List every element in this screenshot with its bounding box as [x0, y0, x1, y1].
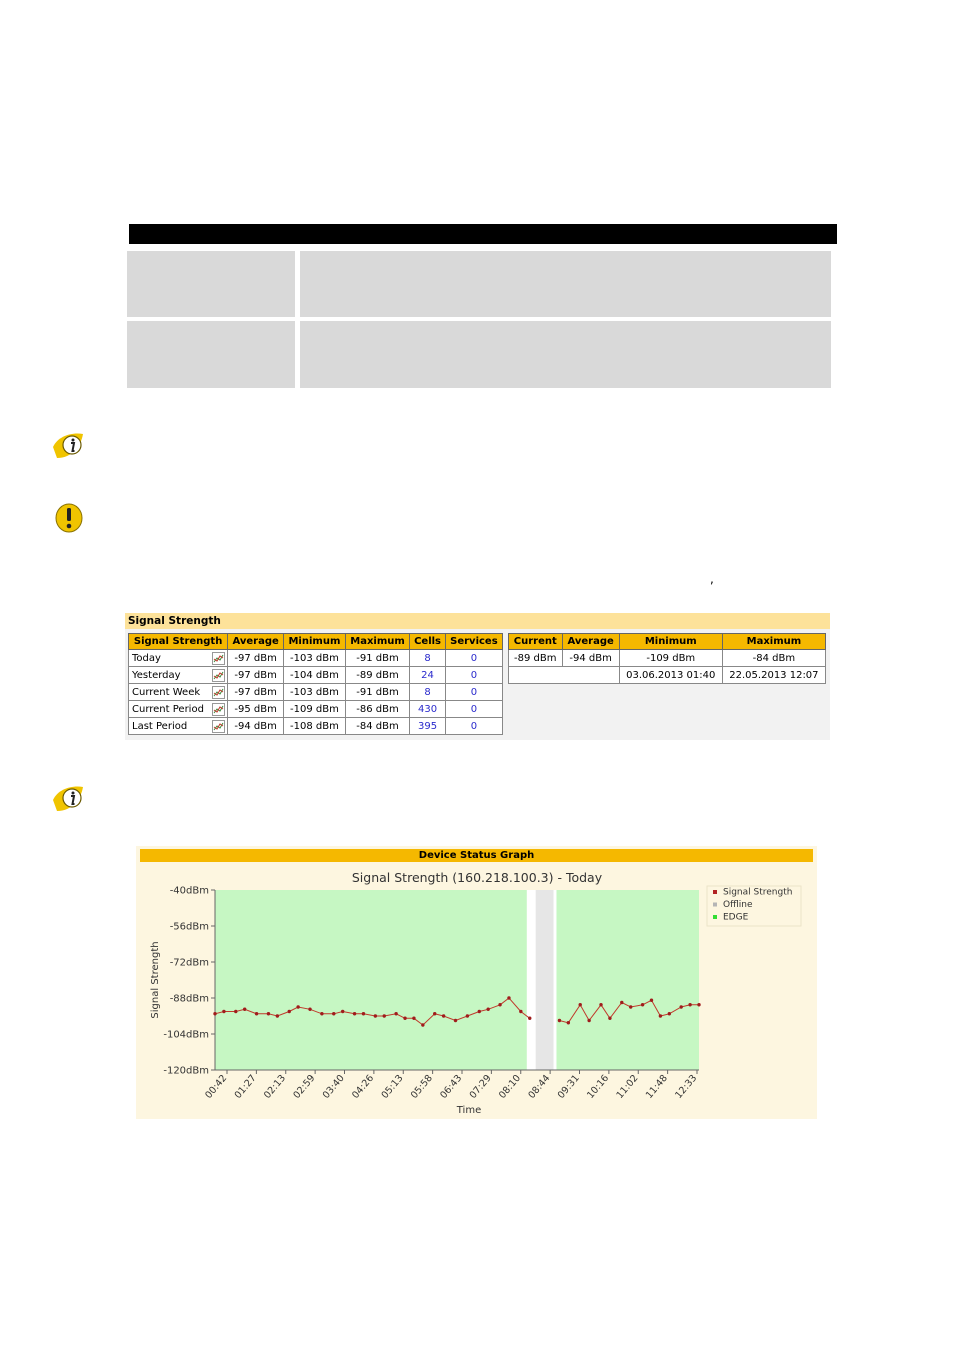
data-point [567, 1021, 570, 1024]
col-header: Maximum [722, 634, 825, 650]
panel-title: Device Status Graph [140, 849, 813, 862]
data-point [267, 1012, 270, 1015]
x-tick-label: 11:02 [614, 1072, 641, 1101]
average-cell: -95 dBm [228, 701, 284, 718]
col-header: Average [228, 634, 284, 650]
data-point [668, 1012, 671, 1015]
x-tick-label: 10:16 [585, 1072, 612, 1101]
data-point [486, 1008, 489, 1011]
col-header: Maximum [345, 634, 409, 650]
services-link[interactable]: 0 [445, 718, 502, 735]
minimum-cell: -108 dBm [284, 718, 346, 735]
table-row [129, 684, 503, 701]
signal-strength-table [128, 633, 503, 735]
band-edge [556, 890, 699, 1070]
x-tick-label: 12:33 [673, 1072, 700, 1101]
data-point [587, 1019, 590, 1022]
data-point [620, 1001, 623, 1004]
data-point [341, 1010, 344, 1013]
definition-table-cell [127, 251, 295, 317]
cells-link[interactable]: 8 [410, 684, 446, 701]
maximum-cell: -84 dBm [345, 718, 409, 735]
average-cell: -97 dBm [228, 667, 284, 684]
data-point [579, 1003, 582, 1006]
band-offline [536, 890, 554, 1070]
x-tick-label: 02:59 [291, 1072, 318, 1101]
legend-swatch [713, 915, 717, 919]
data-point [650, 999, 653, 1002]
mini-chart-icon[interactable] [211, 718, 228, 735]
col-header: Minimum [284, 634, 346, 650]
data-point [688, 1003, 691, 1006]
definition-table-cell [300, 251, 831, 317]
signal-strength-chart [136, 846, 817, 1119]
maximum-cell: -84 dBm [722, 650, 825, 667]
x-tick-label: 11:48 [643, 1072, 670, 1101]
data-point [659, 1014, 662, 1017]
data-point [308, 1008, 311, 1011]
data-point [412, 1017, 415, 1020]
table-row [129, 650, 503, 667]
definition-table-cell [127, 321, 295, 388]
x-tick-label: 04:26 [350, 1072, 377, 1101]
col-header: Cells [410, 634, 446, 650]
data-point [403, 1017, 406, 1020]
legend-entry: EDGE [723, 912, 749, 923]
col-header: Signal Strength [129, 634, 228, 650]
y-tick-label: -56dBm [169, 921, 209, 933]
x-tick-label: 07:29 [467, 1072, 494, 1101]
data-point [466, 1014, 469, 1017]
average-cell: -97 dBm [228, 650, 284, 667]
current-values-table [508, 633, 826, 684]
maximum-cell: -91 dBm [345, 650, 409, 667]
data-point [243, 1008, 246, 1011]
data-point [421, 1023, 424, 1026]
row-label: Today [129, 650, 212, 667]
mini-chart-icon[interactable] [211, 667, 228, 684]
data-point [234, 1010, 237, 1013]
average-cell: -94 dBm [228, 718, 284, 735]
y-axis-label: Signal Strength [150, 941, 161, 1019]
data-point [478, 1010, 481, 1013]
col-header: Minimum [619, 634, 722, 650]
data-point [599, 1003, 602, 1006]
stray-comma: , [710, 572, 714, 586]
average-cell: -94 dBm [562, 650, 619, 667]
cells-link[interactable]: 430 [410, 701, 446, 718]
x-tick-label: 05:13 [379, 1072, 406, 1101]
y-tick-label: -88dBm [169, 993, 209, 1005]
data-point [213, 1012, 216, 1015]
average-cell: -97 dBm [228, 684, 284, 701]
x-tick-label: 00:42 [203, 1072, 230, 1101]
col-header: Current [509, 634, 563, 650]
data-point [608, 1017, 611, 1020]
mini-chart-icon[interactable] [211, 684, 228, 701]
maximum-cell: -86 dBm [345, 701, 409, 718]
legend-swatch [713, 890, 717, 894]
maximum-cell: -91 dBm [345, 684, 409, 701]
x-tick-label: 02:13 [262, 1072, 289, 1101]
table-row [129, 701, 503, 718]
table-row [129, 667, 503, 684]
services-link[interactable]: 0 [445, 684, 502, 701]
current-cell: -89 dBm [509, 650, 563, 667]
data-point [276, 1014, 279, 1017]
x-tick-label: 08:10 [497, 1072, 524, 1101]
panel-title: Signal Strength [125, 613, 830, 629]
mini-chart-icon[interactable] [211, 650, 228, 667]
data-point [362, 1012, 365, 1015]
row-label: Last Period [129, 718, 212, 735]
data-point [442, 1014, 445, 1017]
row-label: Current Period [129, 701, 212, 718]
device-status-graph-panel [136, 846, 817, 1119]
data-point [558, 1019, 561, 1022]
data-point [383, 1014, 386, 1017]
data-point [288, 1010, 291, 1013]
table-row [509, 667, 826, 684]
legend-entry: Signal Strength [723, 887, 793, 898]
table-row [129, 718, 503, 735]
data-point [255, 1012, 258, 1015]
legend-swatch [713, 903, 717, 907]
y-tick-label: -120dBm [163, 1065, 209, 1077]
warning-icon [52, 500, 88, 536]
data-point [519, 1010, 522, 1013]
data-point [641, 1003, 644, 1006]
x-tick-label: 01:27 [232, 1072, 259, 1101]
y-tick-label: -40dBm [169, 885, 209, 897]
definition-table-header [129, 224, 837, 244]
data-point [374, 1014, 377, 1017]
x-axis-label: Time [456, 1105, 482, 1116]
chart-title: Signal Strength (160.218.100.3) - Today [351, 870, 603, 885]
data-point [296, 1005, 299, 1008]
services-link[interactable]: 0 [445, 701, 502, 718]
maximum-date-cell: 22.05.2013 12:07 [722, 667, 825, 684]
legend-entry: Offline [723, 900, 753, 910]
mini-chart-icon[interactable] [211, 701, 228, 718]
data-point [498, 1003, 501, 1006]
minimum-cell: -104 dBm [284, 667, 346, 684]
minimum-cell: -109 dBm [619, 650, 722, 667]
data-point [222, 1010, 225, 1013]
col-header: Average [562, 634, 619, 650]
data-point [679, 1005, 682, 1008]
x-tick-label: 09:31 [555, 1072, 582, 1101]
minimum-cell: -109 dBm [284, 701, 346, 718]
data-point [332, 1012, 335, 1015]
data-point [433, 1012, 436, 1015]
data-point [528, 1017, 531, 1020]
maximum-cell: -89 dBm [345, 667, 409, 684]
data-point [394, 1012, 397, 1015]
data-point [629, 1005, 632, 1008]
cells-link[interactable]: 24 [410, 667, 446, 684]
data-point [697, 1003, 700, 1006]
y-tick-label: -72dBm [169, 957, 209, 969]
minimum-cell: -103 dBm [284, 650, 346, 667]
col-header: Services [445, 634, 502, 650]
minimum-cell: -103 dBm [284, 684, 346, 701]
cells-link[interactable]: 8 [410, 650, 446, 667]
row-label: Current Week [129, 684, 212, 701]
data-point [320, 1012, 323, 1015]
data-point [353, 1012, 356, 1015]
y-tick-label: -104dBm [163, 1029, 209, 1041]
info-icon [50, 428, 86, 464]
x-tick-label: 05:58 [408, 1072, 435, 1101]
cells-link[interactable]: 395 [410, 718, 446, 735]
empty-cell [509, 667, 620, 684]
table-row [509, 650, 826, 667]
band-edge [215, 890, 527, 1070]
definition-table-cell [300, 321, 831, 388]
x-tick-label: 08:44 [526, 1072, 553, 1101]
row-label: Yesterday [129, 667, 212, 684]
data-point [507, 996, 510, 999]
signal-strength-panel [125, 613, 830, 740]
services-link[interactable]: 0 [445, 650, 502, 667]
x-tick-label: 03:40 [320, 1072, 347, 1101]
info-icon [50, 781, 86, 817]
x-tick-label: 06:43 [438, 1072, 465, 1101]
data-point [454, 1019, 457, 1022]
services-link[interactable]: 0 [445, 667, 502, 684]
minimum-date-cell: 03.06.2013 01:40 [619, 667, 722, 684]
